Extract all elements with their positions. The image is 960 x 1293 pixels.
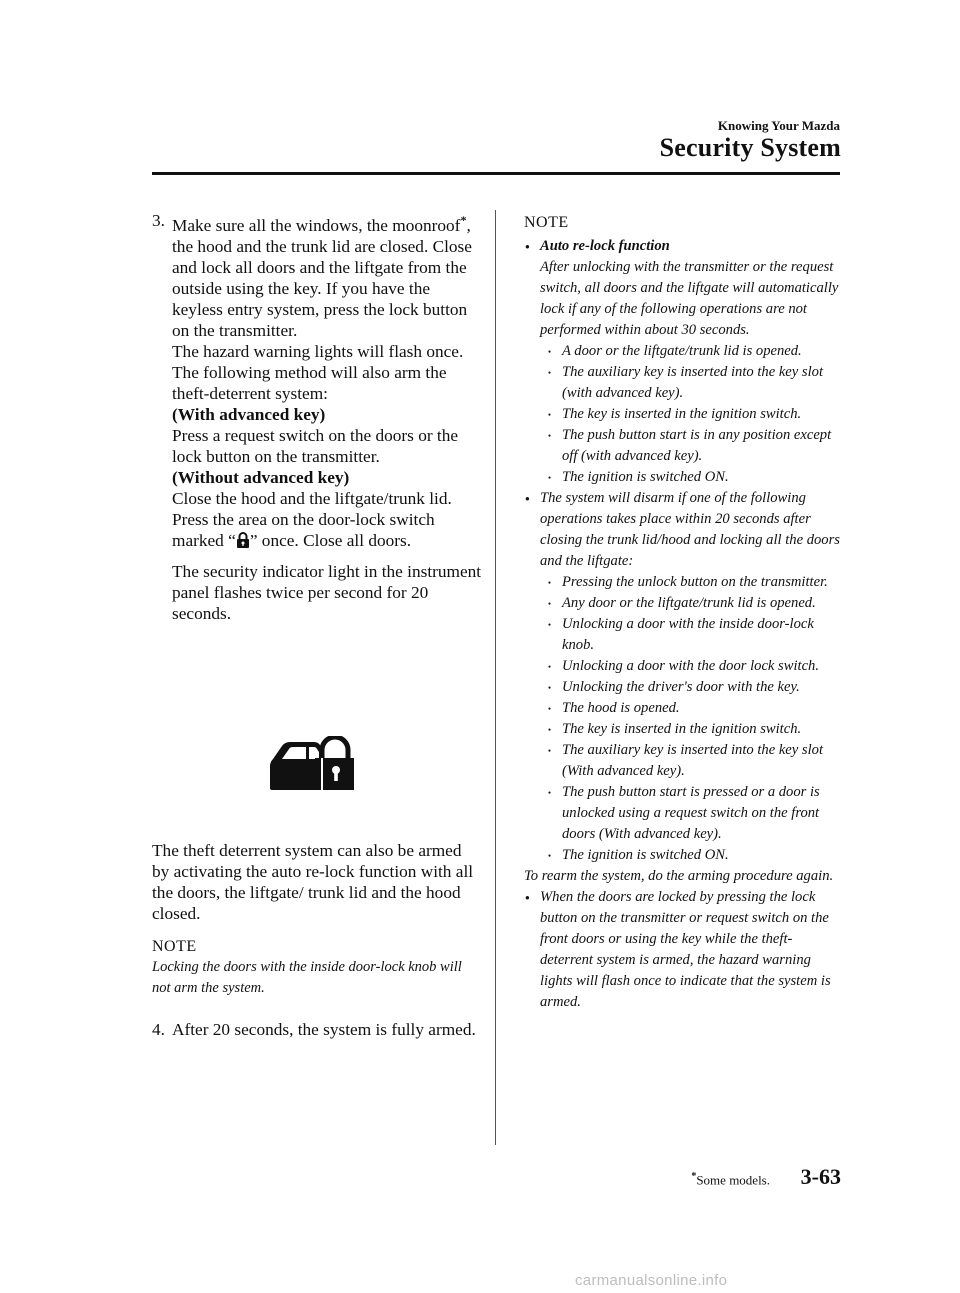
disarm-text: ● The system will disarm if one of the following operations takes place within 20 seconds after closing the trunk lid/hood and locking all the doors and the liftgate: [540,490,840,569]
page-number: 3-63 [800,1164,841,1189]
list-item: ● The key is inserted in the ignition switch. [540,404,844,425]
theft-paragraph: The theft deterrent system can also be armed by activating the auto re-lock function with all the doors, the liftgate/ trunk lid and the hood closed. [152,841,474,923]
note-title-right: NOTE [524,214,569,231]
without-key-heading: (Without advanced key) [172,467,350,487]
list-item: ● The ignition is switched ON. [540,845,844,866]
list-item: ● Pressing the unlock button on the transmitter. [540,572,844,593]
list-item: ● Unlocking a door with the inside door-lock knob. [540,614,844,656]
note-title-left: NOTE [152,938,197,955]
car-padlock-icon [268,736,356,791]
footnote: *Some models. [691,1171,770,1188]
list-item [524,236,844,488]
step-4 [152,1019,482,1040]
watermark: carmanualsonline.info [575,1272,728,1289]
list-item: ● A door or the liftgate/trunk lid is opened. [540,341,844,362]
list-item: ● The hood is opened. [540,698,844,719]
list-item: ● Unlocking a door with the door lock switch. [540,656,844,677]
disarm-sublist [540,572,844,866]
header-section: Knowing Your Mazda [717,118,840,133]
indicator-text: The security indicator light in the instrument panel flashes twice per second for 20 seconds. [172,561,482,623]
auto-relock-heading: ● Auto re-lock function [540,238,670,254]
step-4-text: After 20 seconds, the system is fully armed. [172,1020,476,1039]
right-column [524,212,844,1013]
list-item: ● The auxiliary key is inserted into the key slot (with advanced key). [540,362,844,404]
note-list [524,236,844,1013]
list-item: ● The push button start is pressed or a door is unlocked using a request switch on the front doors (With advanced key). [540,782,844,845]
hazard-text: The hazard warning lights will flash once. [172,341,464,361]
left-column [152,210,482,624]
header-rule [152,172,840,175]
list-item: ● The push button start is in any position except off (with advanced key). [540,425,844,467]
column-divider [495,210,496,1145]
list-item: ● The auxiliary key is inserted into the key slot (With advanced key). [540,740,844,782]
footnote-asterisk: * [691,1171,697,1182]
list-item: ● The key is inserted in the ignition switch. [540,719,844,740]
also-text: The following method will also arm the theft-deterrent system: [172,362,447,403]
note-text-left: Locking the doors with the inside door-lock knob will not arm the system. [152,959,462,996]
without-key-text: Close the hood and the liftgate/trunk lid. Press the area on the door-lock switch marked “ ” once. Close all doors. [172,488,452,550]
step-number: 4. [152,1020,165,1039]
with-key-text: Press a request switch on the doors or the lock button on the transmitter. [172,425,459,466]
padlock-icon [236,532,250,548]
list-item: ● Any door or the liftgate/trunk lid is opened. [540,593,844,614]
page-title: Security System [659,133,841,162]
step-3 [152,210,482,624]
some-models-asterisk: * [460,213,467,227]
list-item: ● Unlocking the driver's door with the key. [540,677,844,698]
auto-relock-sublist [540,341,844,488]
step-3-text: Make sure all the windows, the moonroof*, the hood and the trunk lid are closed. Close and lock all doors and the liftgate from the outside using the key. If you have the keyless entry system, press the lock button on the transmitter. [172,213,472,340]
step-number: 3. [152,211,165,230]
rearm-text: To rearm the system, do the arming procedure again. [524,868,834,884]
auto-relock-text: After unlocking with the transmitter or the request switch, all doors and the liftgate will automatically lock if any of the following operations are not performed within about 30 seconds. [540,259,839,338]
list-item: ● The ignition is switched ON. [540,467,844,488]
with-key-heading: (With advanced key) [172,404,326,424]
list-item [524,887,844,1013]
left-column-lower [152,840,482,1040]
list-item [524,488,844,887]
armed-flash-text: ● When the doors are locked by pressing the lock button on the transmitter or request switch on the front doors or using the key while the theft-deterrent system is armed, the hazard warning lights will flash once to indicate that the system is armed. [540,889,831,1010]
